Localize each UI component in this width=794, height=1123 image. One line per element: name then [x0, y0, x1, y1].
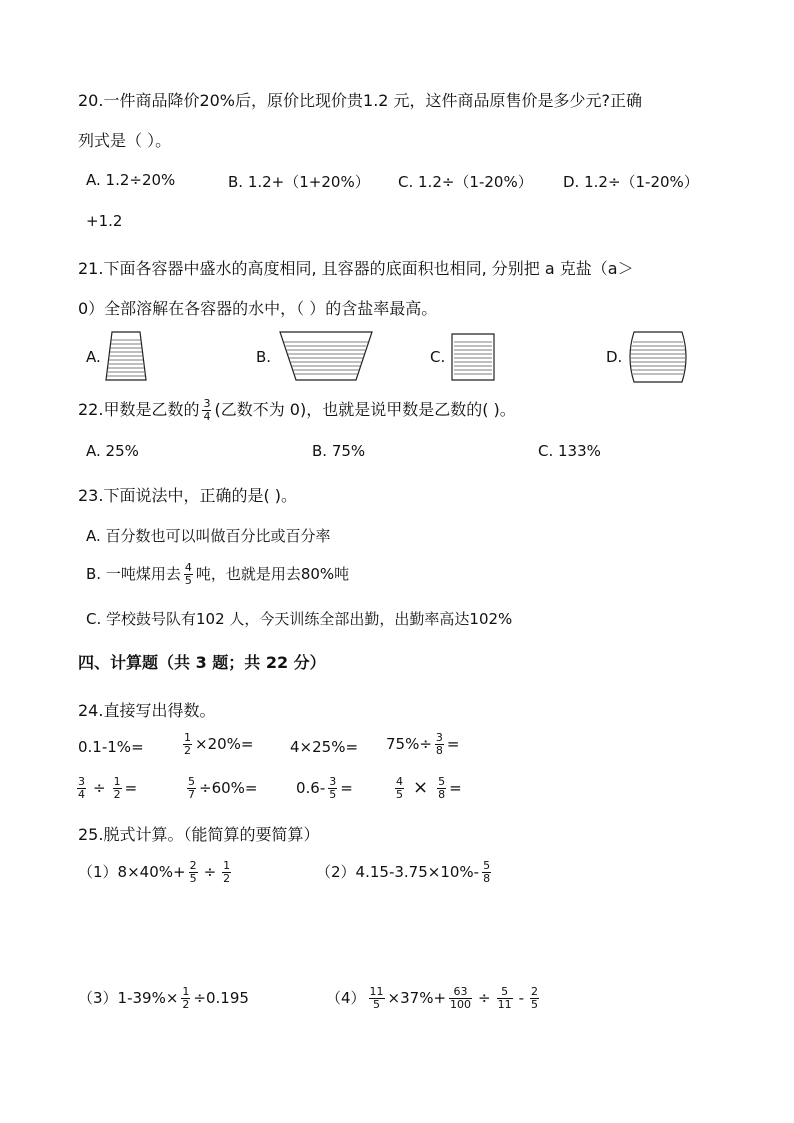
- q20-option-a: A. 1.2÷20%: [86, 171, 176, 189]
- q21-line1: 21.下面各容器中盛水的高度相同, 且容器的底面积也相同, 分别把 a 克盐（a＞: [78, 259, 634, 278]
- barrel-icon: [626, 330, 690, 384]
- q24-r1c1: 0.1-1%=: [78, 738, 144, 756]
- q24-r2c4: $\frac{4}{5}$ × $\frac{5}{8}$ =: [396, 775, 462, 801]
- q25-part4: （4） $\frac{11}{5}$ ×37%+ $\frac{63}{100}$ ÷ $\frac{5}{11}$ - $\frac{2}{5}$: [326, 985, 539, 1011]
- q21-option-b-label: B.: [256, 348, 272, 366]
- q23-option-c: C. 学校鼓号队有102 人，今天训练全部出勤，出勤率高达102%: [86, 610, 513, 628]
- q22-stem: 22.甲数是乙数的 $\frac{3}{4}$ (乙数不为 0)，也就是说甲数是乙数的( )。: [78, 397, 516, 423]
- q25-title: 25.脱式计算。（能简算的要简算）: [78, 825, 320, 844]
- q21-option-c-label: C.: [430, 348, 446, 366]
- q25-part2: （2）4.15-3.75×10%- $\frac{5}{8}$: [316, 859, 491, 885]
- trapezoid-wide-top-icon: [278, 330, 374, 382]
- q20-line1: 20.一件商品降价20%后，原价比现价贵1.2 元，这件商品原售价是多少元?正确: [78, 91, 643, 110]
- q22-fraction: $\frac{3}{4}$: [203, 397, 211, 423]
- q23-stem: 23.下面说法中，正确的是( )。: [78, 486, 298, 505]
- q24-r1c2: $\frac{1}{2}$ ×20%=: [184, 731, 254, 757]
- q20-option-d-continued: +1.2: [86, 212, 123, 230]
- q23-option-a: A. 百分数也可以叫做百分比或百分率: [86, 527, 331, 545]
- q24-r2c1: $\frac{3}{4}$ ÷ $\frac{1}{2}$ =: [78, 775, 138, 801]
- q25-part3: （3）1-39%× $\frac{1}{2}$ ÷0.195: [78, 985, 249, 1011]
- q20-option-b: B. 1.2+（1+20%）: [228, 173, 370, 191]
- q20-line2: 列式是（ ）。: [78, 131, 172, 150]
- q23-option-b: B. 一吨煤用去 $\frac{4}{5}$ 吨，也就是用去80%吨: [86, 561, 350, 587]
- q25-part1: （1）8×40%+ $\frac{2}{5}$ ÷ $\frac{1}{2}$: [78, 859, 231, 885]
- q22-option-a: A. 25%: [86, 442, 139, 460]
- q21-line2: 0）全部溶解在各容器的水中，（ ）的含盐率最高。: [78, 299, 438, 318]
- q20-option-c: C. 1.2÷（1-20%）: [398, 173, 533, 191]
- rectangle-icon: [450, 332, 496, 382]
- q21-option-d-label: D.: [606, 348, 623, 366]
- q24-r1c3: 4×25%=: [290, 738, 359, 756]
- q22-option-c: C. 133%: [538, 442, 601, 460]
- q22-option-b: B. 75%: [312, 442, 366, 460]
- q24-r2c2: $\frac{5}{7}$ ÷60%=: [188, 775, 258, 801]
- q20-option-d: D. 1.2÷（1-20%）: [563, 173, 699, 191]
- q23-fraction: $\frac{4}{5}$: [184, 561, 192, 587]
- section-4-title: 四、计算题（共 3 题；共 22 分）: [78, 653, 326, 672]
- q21-option-a-label: A.: [86, 348, 101, 366]
- q24-title: 24.直接写出得数。: [78, 701, 216, 720]
- q24-r2c3: 0.6- $\frac{3}{5}$ =: [296, 775, 353, 801]
- trapezoid-narrow-top-icon: [100, 330, 152, 382]
- q24-r1c4: 75%÷ $\frac{3}{8}$ =: [386, 731, 460, 757]
